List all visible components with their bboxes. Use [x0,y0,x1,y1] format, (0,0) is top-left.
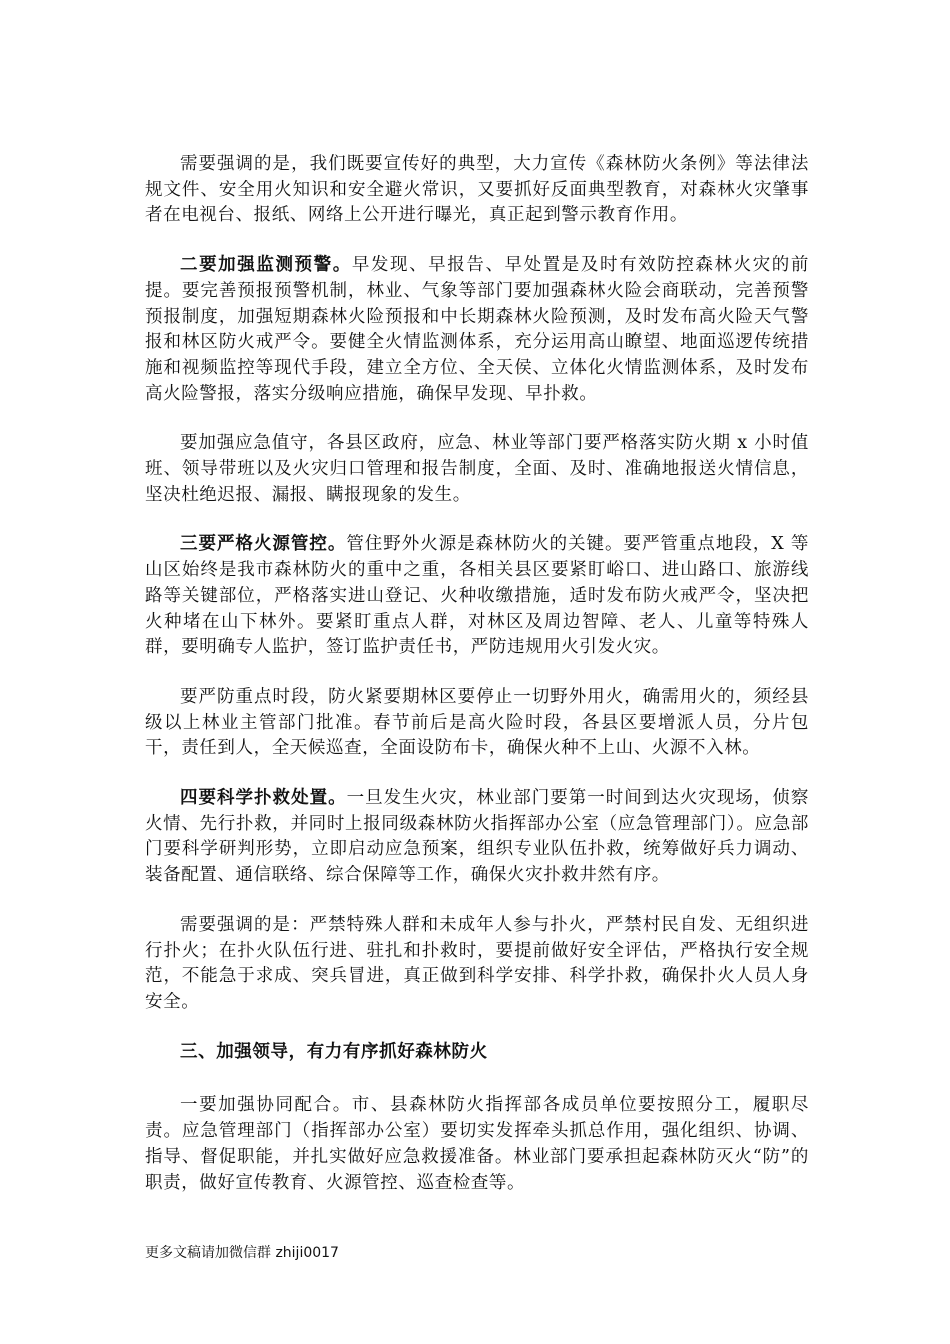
footer-note: 更多文稿请加微信群 zhiji0017 [145,1245,339,1261]
paragraph-lead: 三要严格火源管控。 [180,534,347,555]
paragraph-text: 需要强调的是，我们既要宣传好的典型，大力宣传《森林防火条例》等法律法规文件、安全用火知识和安全避火常识，又要抓好反面典型教育，对森林火灾肇事者在电视台、报纸、网络上公开进行曝光，真正起到警示教育作用。 [145,154,809,226]
paragraph-6 [145,786,809,889]
paragraph-7 [145,913,809,1016]
paragraph-text: 要严防重点时段，防火紧要期林区要停止一切野外用火，确需用火的，须经县级以上林业主管部门批准。春节前后是高火险时段，各县区要增派人员，分片包干，责任到人，全天候巡查，全面设防布卡，确保火种不上山、火源不入林。 [145,686,809,759]
section-heading: 三、加强领导，有力有序抓好森林防火 [180,1041,488,1062]
paragraph-1 [145,152,809,229]
document-body [145,152,809,1220]
paragraph-text: 管住野外火源是森林防火的关键。要严管重点地段，X 等山区始终是我市森林防火的重中之重，各相关县区要紧盯峪口、进山路口、旅游线路等关键部位，严格落实进山登记、火种收缴措施，适时发布防火戒严令，坚决把火种堵在山下林外。要紧盯重点人群，对林区及周边智障、老人、儿童等特殊人群，要明确专人监护，签订监护责任书，严防违规用火引发火灾。 [145,534,809,658]
paragraph-lead: 二要加强监测预警。 [180,255,352,276]
paragraph-text: 一旦发生火灾，林业部门要第一时间到达火灾现场，侦察火情、先行扑救，并同时上报同级森林防火指挥部办公室（应急管理部门）。应急部门要科学研判形势，立即启动应急预案，组织专业队伍扑救，统筹做好兵力调动、装备配置、通信联络、综合保障等工作，确保火灾扑救井然有序。 [145,788,809,886]
paragraph-4 [145,532,809,661]
paragraph-text: 早发现、早报告、早处置是及时有效防控森林火灾的前提。要完善预报预警机制，林业、气象等部门要加强森林火险会商联动，完善预警预报制度，加强短期森林火险预报和中长期森林火险预测，及时发布高火险天气警报和林区防火戒严令。要健全火情监测体系，充分运用高山瞭望、地面巡逻传统措施和视频监控等现代手段，建立全方位、全天侯、立体化火情监测体系，及时发布高火险警报，落实分级响应措施，确保早发现、早扑救。 [145,255,809,404]
paragraph-text: 需要强调的是：严禁特殊人群和未成年人参与扑火，严禁村民自发、无组织进行扑火；在扑火队伍行进、驻扎和扑救时，要提前做好安全评估，严格执行安全规范，不能急于求成、突兵冒进，真正做到科学安排、科学扑救，确保扑火人员人身安全。 [145,914,809,1012]
paragraph-text: 要加强应急值守，各县区政府，应急、林业等部门要严格落实防火期 x 小时值班、领导带班以及火灾归口管理和报告制度，全面、及时、准确地报送火情信息，坚决杜绝迟报、漏报、瞒报现象的发生。 [145,433,809,505]
final-paragraph: 一要加强协同配合。市、县森林防火指挥部各成员单位要按照分工，履职尽责。应急管理部门（指挥部办公室）要切实发挥牵头抓总作用，强化组织、协调、指导、督促职能，并扎实做好应急救援准备。林业部门要承担起森林防灭火“防”的职责，做好宣传教育、火源管控、巡查检查等。 [145,1095,809,1193]
paragraph-5 [145,685,809,762]
paragraph-lead: 四要科学扑救处置。 [180,788,347,809]
paragraph-3 [145,431,809,508]
paragraph-2 [145,253,809,407]
